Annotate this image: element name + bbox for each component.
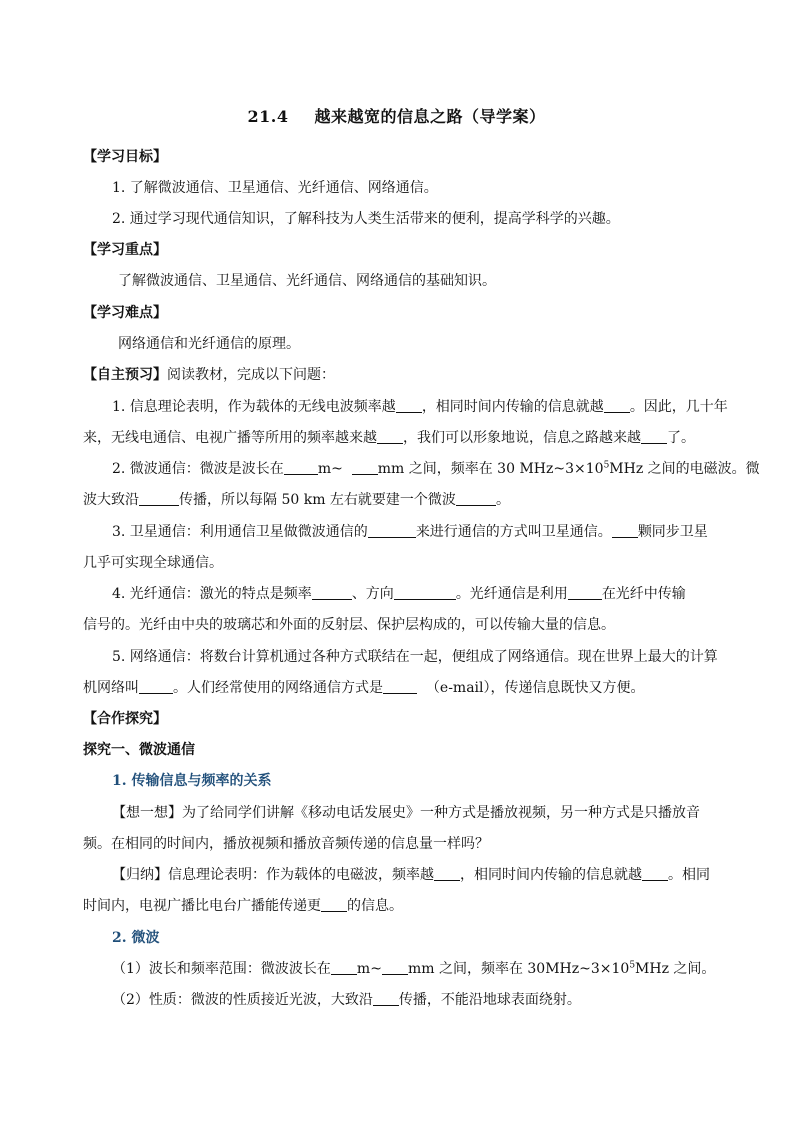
q5-text-d: （e-mail），传递信息既快又方便。 [425, 680, 645, 696]
q2-superscript: 5 [603, 460, 610, 471]
focus-heading: 【学习重点】 [83, 242, 167, 258]
microwave-property-line [112, 989, 793, 1009]
q4-text-d: 在光纤中传输 [601, 586, 686, 602]
question-2-line-1 [112, 458, 793, 478]
summary-line-2 [83, 895, 793, 915]
answer-blank[interactable] [383, 679, 417, 694]
think-line-2: 频。在相同的时间内，播放视频和播放音频传递的信息量一样吗？ [83, 836, 489, 852]
answer-blank[interactable] [382, 960, 408, 975]
answer-blank[interactable] [139, 491, 179, 506]
q1-text-a: 1. 信息理论表明，作为载体的无线电波频率越 [112, 399, 396, 415]
question-1-line-1 [112, 396, 793, 416]
q1-text-b: ，相同时间内传输的信息就越 [421, 399, 604, 415]
preview-heading: 【自主预习】 [83, 367, 167, 383]
summary-line-1 [112, 864, 793, 884]
w1-text-d: MHz 之间。 [635, 961, 716, 977]
answer-blank[interactable] [641, 429, 667, 444]
question-1-line-2 [83, 427, 793, 447]
sum-text-e: 的信息。 [347, 898, 403, 914]
q2-text-g: 。 [495, 492, 510, 508]
q3-text-a: 3. 卫星通信：利用通信卫星做微波通信的 [112, 524, 368, 540]
goals-heading: 【学习目标】 [83, 149, 167, 165]
w1-text-b: m~ [356, 961, 382, 977]
answer-blank[interactable] [284, 460, 318, 475]
answer-blank[interactable] [434, 866, 460, 881]
section-number: 21.4 [247, 107, 289, 126]
think-line-1: 【想一想】为了给同学们讲解《移动电话发展史》一种方式是播放视频，另一种方式是只播放音 [112, 805, 700, 821]
question-4-line-1 [112, 583, 793, 603]
page-title [0, 104, 793, 127]
q2-text-c: mm 之间，频率在 30 MHz~3×10 [377, 461, 604, 477]
q4-text-a: 4. 光纤通信：激光的特点是频率 [112, 586, 312, 602]
answer-blank[interactable] [568, 585, 602, 600]
answer-blank[interactable] [352, 460, 378, 475]
explore-1-heading: 探究一、微波通信 [83, 742, 195, 758]
subsection-2-title: 2. 微波 [112, 930, 160, 946]
q1-text-d: 来，无线电通信、电视广播等所用的频率越来越 [83, 430, 377, 446]
answer-blank[interactable] [139, 679, 173, 694]
sum-text-b: ，相同时间内传输的信息就越 [460, 867, 642, 883]
q5-text-c: 。人们经常使用的网络通信方式是 [173, 680, 383, 696]
goal-1: 1. 了解微波通信、卫星通信、光纤通信、网络通信。 [112, 180, 438, 196]
w2-text-a: （2）性质：微波的性质接近光波，大致沿 [112, 992, 373, 1008]
subsection-1-title: 1. 传输信息与频率的关系 [112, 773, 272, 789]
answer-blank[interactable] [396, 398, 422, 413]
q1-text-f: 了。 [667, 430, 695, 446]
w1-text-a: （1）波长和频率范围：微波波长在 [112, 961, 331, 977]
question-4-line-2: 信号的。光纤由中央的玻璃芯和外面的反射层、保护层构成的，可以传输大量的信息。 [83, 617, 615, 633]
difficulty-text: 网络通信和光纤通信的原理。 [118, 336, 300, 352]
q4-text-b: 、方向 [351, 586, 394, 602]
q2-text-a: 2. 微波通信：微波是波长在 [112, 461, 284, 477]
w1-superscript: 5 [629, 960, 636, 971]
q2-text-e: 波大致沿 [83, 492, 139, 508]
answer-blank[interactable] [642, 866, 668, 881]
q1-text-e: ，我们可以形象地说，信息之路越来越 [403, 430, 641, 446]
question-5-line-1: 5. 网络通信：将数台计算机通过各种方式联结在一起，便组成了网络通信。现在世界上最大的计算 [112, 649, 718, 665]
w2-text-b: 传播，不能沿地球表面绕射。 [398, 992, 581, 1008]
q3-text-b: 来进行通信的方式叫卫星通信。 [415, 524, 612, 540]
sum-text-a: 【归纳】信息理论表明：作为载体的电磁波，频率越 [112, 867, 434, 883]
cooperation-heading: 【合作探究】 [83, 711, 167, 727]
answer-blank[interactable] [331, 960, 357, 975]
answer-blank[interactable] [373, 991, 399, 1006]
answer-blank[interactable] [321, 897, 347, 912]
question-5-line-2 [83, 677, 793, 697]
answer-blank[interactable] [612, 523, 638, 538]
answer-blank[interactable] [604, 398, 630, 413]
sum-text-c: 。相同 [668, 867, 710, 883]
sum-text-d: 时间内，电视广播比电台广播能传递更 [83, 898, 321, 914]
preview-line [83, 364, 793, 384]
goal-2: 2. 通过学习现代通信知识，了解科技为人类生活带来的便利，提高学科学的兴趣。 [112, 211, 620, 227]
microwave-range-line [112, 958, 793, 978]
answer-blank[interactable] [312, 585, 352, 600]
w1-text-c: mm 之间，频率在 30MHz~3×10 [407, 961, 630, 977]
q4-text-c: 。光纤通信是利用 [455, 586, 568, 602]
difficulty-heading: 【学习难点】 [83, 305, 167, 321]
question-2-line-2 [83, 489, 793, 509]
answer-blank[interactable] [368, 523, 416, 538]
question-3-line-1 [112, 521, 793, 541]
q2-text-d: MHz 之间的电磁波。微 [609, 461, 760, 477]
q1-text-c: 。因此，几十年 [629, 399, 728, 415]
title-text: 越来越宽的信息之路（导学案） [314, 107, 546, 126]
question-3-line-2: 几乎可实现全球通信。 [83, 555, 223, 571]
answer-blank[interactable] [394, 585, 456, 600]
q2-text-b: m~ [317, 461, 343, 477]
answer-blank[interactable] [377, 429, 403, 444]
preview-intro: 阅读教材，完成以下问题： [167, 367, 335, 383]
q3-text-c: 颗同步卫星 [637, 524, 708, 540]
q2-text-f: 传播，所以每隔 50 km 左右就要建一个微波 [179, 492, 456, 508]
focus-text: 了解微波通信、卫星通信、光纤通信、网络通信的基础知识。 [118, 273, 496, 289]
answer-blank[interactable] [456, 491, 496, 506]
q5-text-b: 机网络叫 [83, 680, 139, 696]
